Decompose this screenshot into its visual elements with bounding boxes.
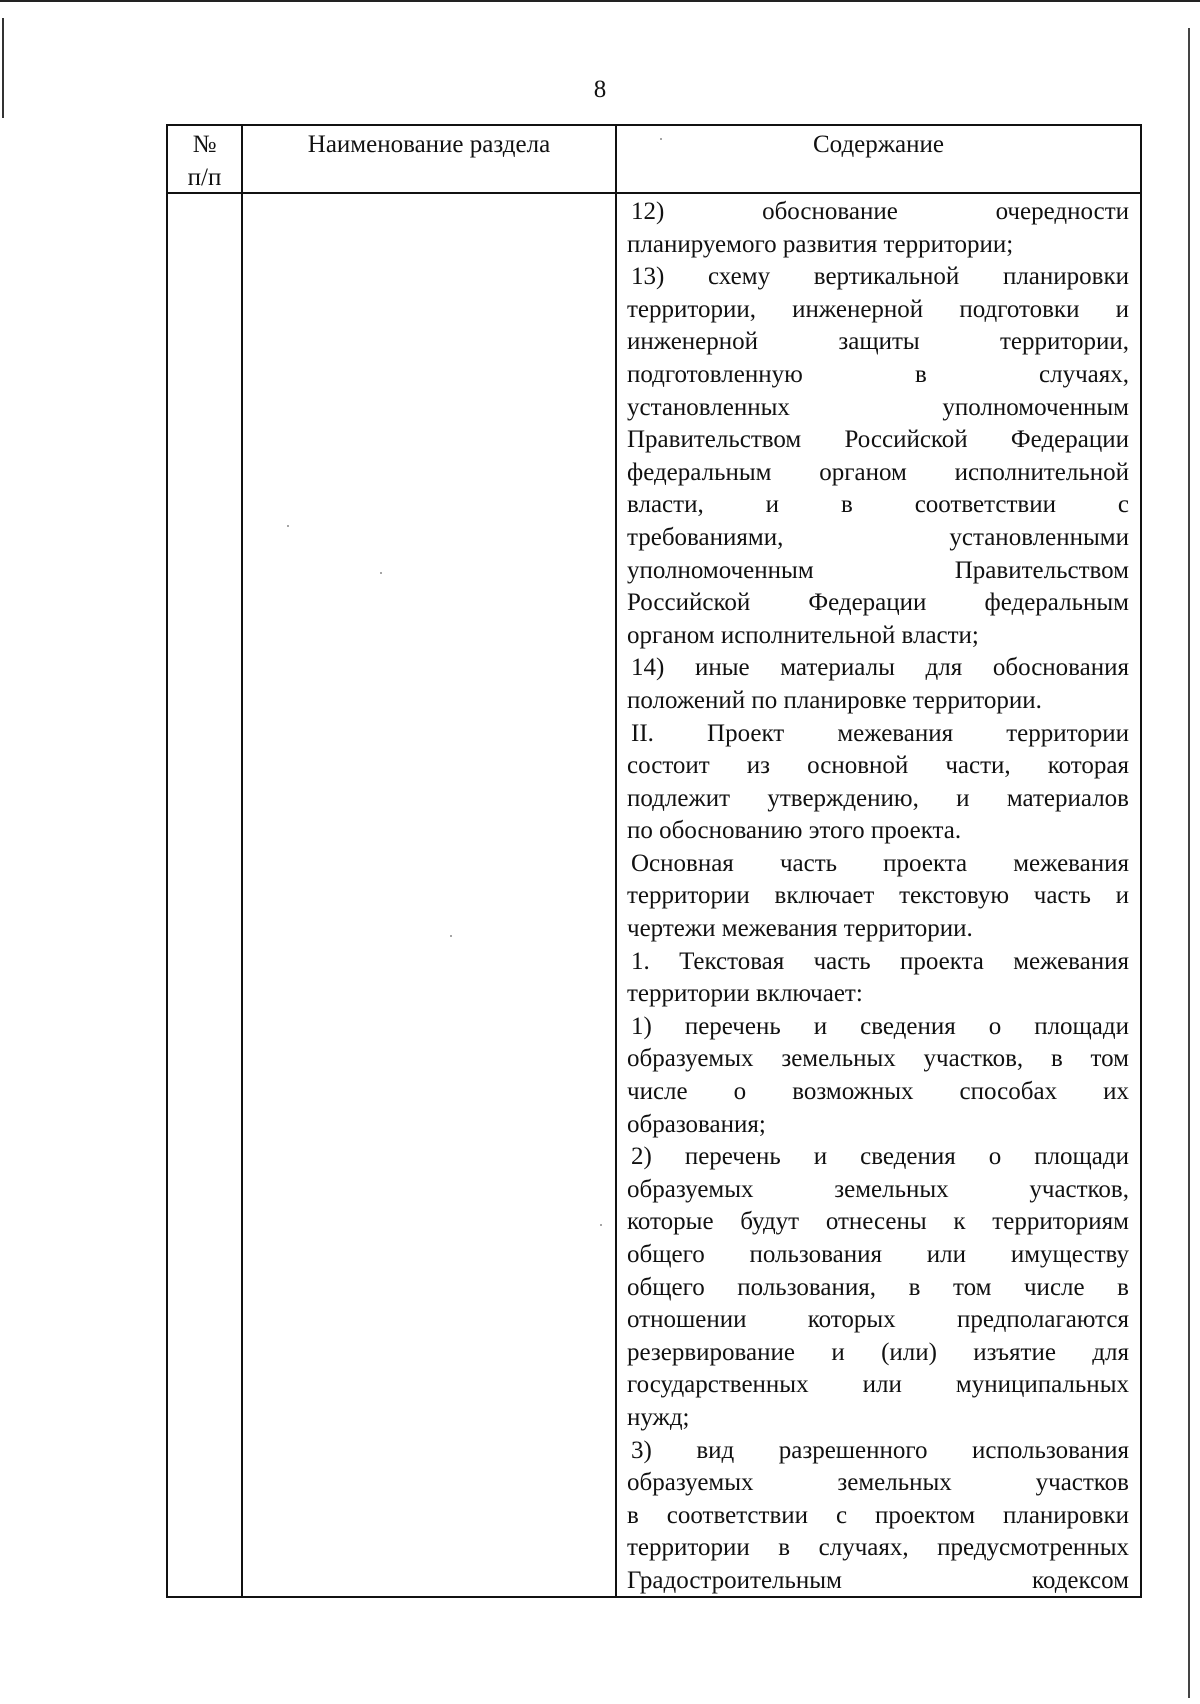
header-section-name: Наименование раздела <box>307 131 551 158</box>
content-line: инженерной защиты территории, <box>627 328 1129 356</box>
content-line: подлежит утверждению, и материалов <box>627 784 1129 812</box>
content-line: отношении которых предполагаются <box>627 1306 1129 1334</box>
scan-speck <box>450 935 452 937</box>
content-line: по обоснованию этого проекта. <box>627 817 962 845</box>
content-line: 13) схему вертикальной планировки <box>631 263 1129 291</box>
content-line: планируемого развития территории; <box>627 230 1014 258</box>
header-divider <box>168 192 1140 194</box>
content-line: II. Проект межевания территории <box>631 719 1129 747</box>
content-line: территории в случаях, предусмотренных <box>627 1534 1129 1562</box>
header-number-cell <box>168 128 241 194</box>
content-line: образуемых земельных участков, <box>627 1175 1129 1203</box>
content-line: состоит из основной части, которая <box>627 752 1129 780</box>
content-line: которые будут отнесены к территориям <box>627 1208 1129 1236</box>
content-line: территории, инженерной подготовки и <box>627 295 1129 323</box>
content-line: в соответствии с проектом планировки <box>627 1501 1129 1529</box>
content-line: 14) иные материалы для обоснования <box>631 654 1129 682</box>
sections-table <box>166 124 1142 1598</box>
content-line: нужд; <box>627 1403 690 1431</box>
scan-speck <box>600 1224 602 1226</box>
content-line: требованиями, установленными <box>627 523 1129 551</box>
content-line: числе о возможных способах их <box>627 1078 1129 1106</box>
header-number-line1: № <box>192 131 217 158</box>
content-line: образуемых земельных участков <box>627 1469 1129 1497</box>
content-line: власти, и в соответствии с <box>627 491 1129 519</box>
scan-speck <box>660 138 662 140</box>
column-divider-2 <box>615 126 617 1596</box>
scan-speck <box>380 572 382 574</box>
content-line: Основная часть проекта межевания <box>631 849 1129 877</box>
content-line: 3) вид разрешенного использования <box>631 1436 1129 1464</box>
scan-edge-top <box>0 0 1200 2</box>
content-cell <box>627 196 1129 1598</box>
content-line: органом исполнительной власти; <box>627 621 979 649</box>
content-line: территории включает текстовую часть и <box>627 882 1129 910</box>
content-line: Градостроительным кодексом <box>627 1566 1129 1594</box>
content-line: образования; <box>627 1110 766 1138</box>
page-number: 8 <box>593 76 607 103</box>
content-line: федеральным органом исполнительной <box>627 458 1129 486</box>
content-line: Российской Федерации федеральным <box>627 589 1129 617</box>
content-line: образуемых земельных участков, в том <box>627 1045 1129 1073</box>
content-line: государственных или муниципальных <box>627 1371 1129 1399</box>
content-line: подготовленную в случаях, <box>627 360 1129 388</box>
content-line: 2) перечень и сведения о площади <box>631 1143 1129 1171</box>
header-number-line2: п/п <box>187 164 222 191</box>
content-line: установленных уполномоченным <box>627 393 1129 421</box>
content-line: чертежи межевания территории. <box>627 915 973 943</box>
content-line: 1) перечень и сведения о площади <box>631 1012 1129 1040</box>
content-line: общего пользования или имуществу <box>627 1241 1129 1268</box>
header-content: Содержание <box>813 131 944 158</box>
content-line: 1. Текстовая часть проекта межевания <box>631 947 1129 975</box>
content-line: Правительством Российской Федерации <box>627 426 1129 454</box>
content-line: территории включает: <box>627 980 863 1008</box>
scan-speck <box>287 525 289 527</box>
content-line: 12) обоснование очередности <box>631 198 1129 225</box>
content-line: общего пользования, в том числе в <box>627 1273 1129 1301</box>
scan-edge-right <box>1188 28 1190 1698</box>
content-line: уполномоченным Правительством <box>627 556 1129 584</box>
column-divider-1 <box>241 126 243 1596</box>
content-line: положений по планировке территории. <box>627 686 1042 714</box>
content-line: резервирование и (или) изъятие для <box>627 1338 1129 1366</box>
